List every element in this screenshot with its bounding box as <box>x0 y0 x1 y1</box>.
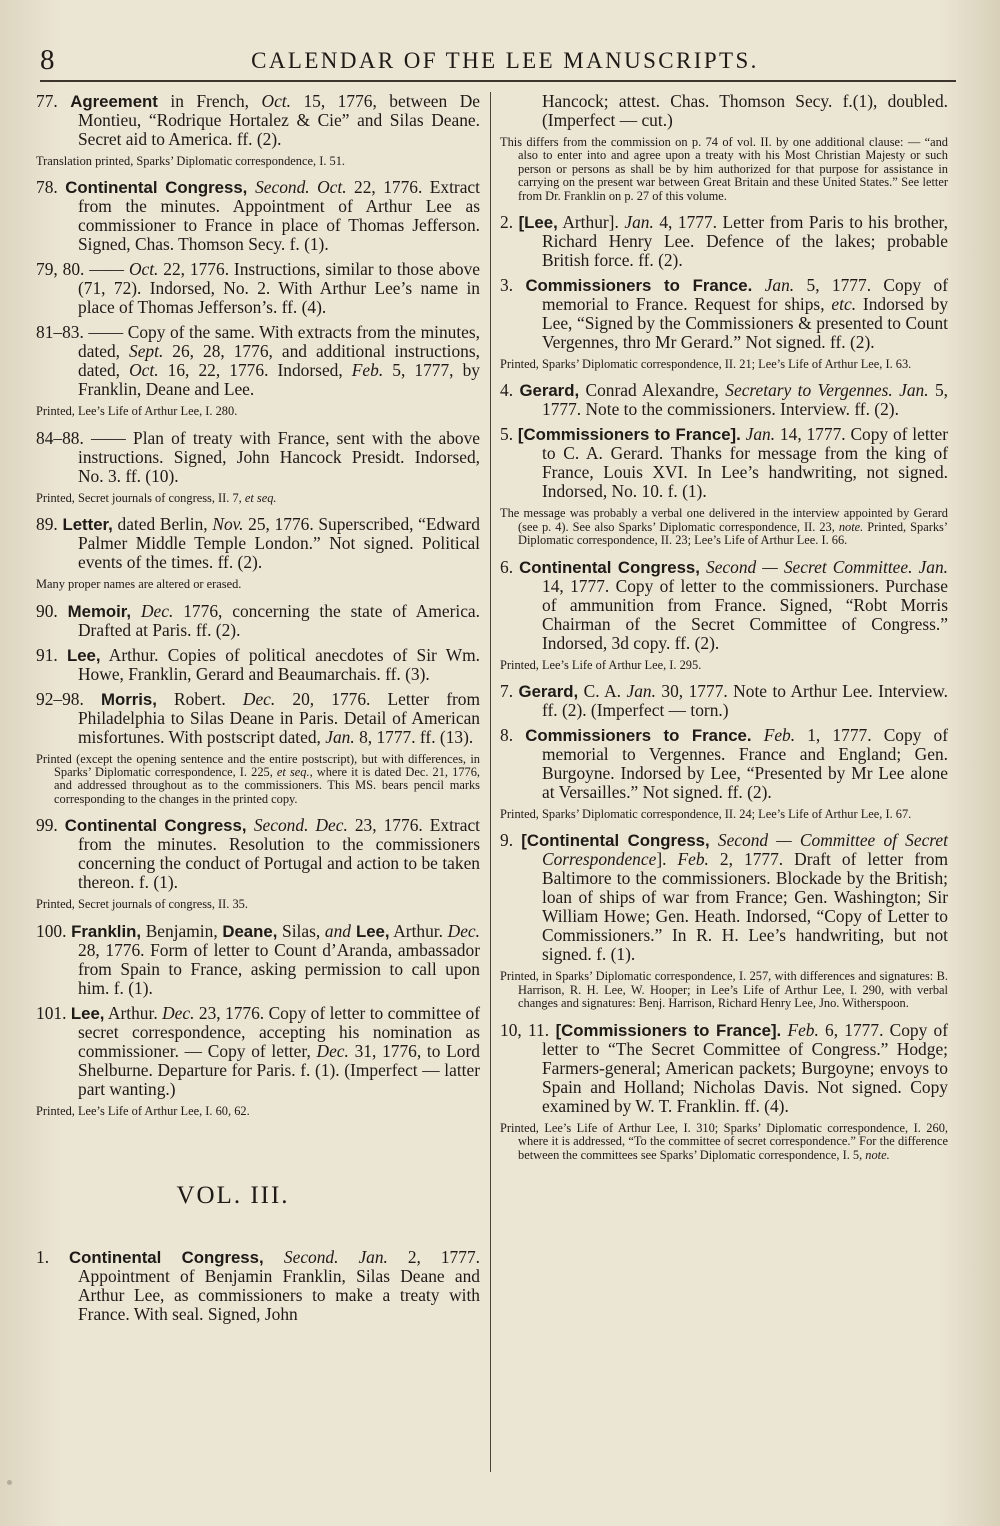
entry-9: 9. [Continental Congress, Second — Committee of Secret Correspondence]. Feb. 2, 1777. Draft of letter from Baltimore to the commissioners. Blockade by the British; loan of ships of war from France; Gen. Washington; Sir William Howe; Gen. Heath. Indorsed, “Copy of Letter to Commissioners.” In R. H. Lee’s handwriting, but not signed. f. (1). <box>500 830 948 965</box>
running-header <box>40 44 956 80</box>
entry-84-88: 84–88. —— Plan of treaty with France, sent with the above instructions. Signed, John Hancock Presidt. Indorsed, No. 3. ff. (10). <box>36 427 480 486</box>
note-9: Printed, in Sparks’ Diplomatic correspondence, I. 257, with differences and signatures: B. Harrison, R. H. Lee, W. Hooper; in Lee’s Life of Arthur Lee, I. 290, with verbal changes and signatures: Benj. Harrison, Richard Henry Lee, Jno. Witherspoon. <box>500 969 948 1011</box>
entry-5: 5. [Commissioners to France]. Jan. 14, 1777. Copy of letter to C. A. Gerard. Thanks for message from the king of France, Louis XVI. In Lee’s handwriting, not signed. Indorsed, No. 10. f. (1). <box>500 424 948 502</box>
note-8: Printed, Sparks’ Diplomatic correspondence, II. 24; Lee’s Life of Arthur Lee, I. 67. <box>500 807 912 822</box>
entry-91: 91. Lee, Arthur. Copies of political anecdotes of Sir Wm. Howe, Franklin, Gerard and Beaumarchais. ff. (3). <box>36 644 480 684</box>
entry-99: 99. Continental Congress, Second. Dec. 23, 1776. Extract from the minutes. Resolution to the commissioners concerning the conduct of Portugal and action to be taken thereon. f. (1). <box>36 815 480 893</box>
entry-81-83: 81–83. —— Copy of the same. With extracts from the minutes, dated, Sept. 26, 28, 1776, and additional instructions, dated, Oct. 16, 22, 1776. Indorsed, Feb. 5, 1777, by Franklin, Deane and Lee. <box>36 322 481 400</box>
right-column <box>500 92 948 1172</box>
entry-92-98: 92–98. Morris, Robert. Dec. 20, 1776. Letter from Philadelphia to Silas Deane in Paris. Detail of American misfortunes. With postscript dated, Jan. 8, 1777. ff. (13). <box>36 688 480 747</box>
note-vol3-1: This differs from the commission on p. 74 of vol. II. by one additional clause: — “and also to enter into and agree upon a treaty with his Most Christian Majesty or such person or persons as shall be by him authorized for that purpose for assistance in carrying on the present war between Great Britain and these United States.” See letter from Dr. Franklin on p. 27 of this volume. <box>500 135 948 203</box>
column-divider <box>490 92 491 1472</box>
entry-78: 78. Continental Congress, Second. Oct. 22, 1776. Extract from the minutes. Appointment of Arthur Lee as commissioner to France in place of Thomas Jefferson. Signed, Chas. Thomson Secy. f. (1). <box>36 177 480 255</box>
entry-3: 3. Commissioners to France. Jan. 5, 1777. Copy of memorial to France. Request for ships, etc. Indorsed by Lee, “Signed by the Commissioners & presented to Count Vergennes, thro Mr Gerard.” Not signed. ff. (2). <box>500 275 949 353</box>
entry-101: 101. Lee, Arthur. Dec. 23, 1776. Copy of letter to committee of secret correspondence, accepting his nomination as commissioner. — Copy of letter, Dec. 31, 1776, to Lord Shelburne. Departure for Paris. f. (1). (Imperfect — latter part wanting.) <box>36 1002 480 1099</box>
entry-79-80: 79, 80. —— Oct. 22, 1776. Instructions, similar to those above (71, 72). Indorsed, No. 2. With Arthur Lee’s name in place of Thomas Jefferson’s. ff. (4). <box>36 259 481 318</box>
note-6: Printed, Lee’s Life of Arthur Lee, I. 295. <box>500 657 702 672</box>
note-101: Printed, Lee’s Life of Arthur Lee, I. 60, 62. <box>36 1103 250 1118</box>
entry-100: 100. Franklin, Benjamin, Deane, Silas, and Lee, Arthur. Dec. 28, 1776. Form of letter to Count d’Aranda, ambassador from Spain to France, asking permission to call upon him. f. (1). <box>36 920 480 998</box>
entry-vol3-1: 1. Continental Congress, Second. Jan. 2, 1777. Appointment of Benjamin Franklin, Silas Deane and Arthur Lee, as commissioners to make a treaty with France. With seal. Signed, John <box>36 1247 480 1325</box>
entry-6: 6. Continental Congress, Second — Secret Committee. Jan. 14, 1777. Copy of letter to the commissioners. Purchase of ammunition from France. Signed, “Robt Morris Chairman of the Secret Committee of Congress.” Indorsed, 3d copy. ff. (2). <box>500 556 948 653</box>
entry-7: 7. Gerard, C. A. Jan. 30, 1777. Note to Arthur Lee. Interview. ff. (2). (Imperfect — torn.) <box>500 681 949 721</box>
running-title: CALENDAR OF THE LEE MANUSCRIPTS. <box>251 48 759 73</box>
note-77: Translation printed, Sparks’ Diplomatic correspondence, I. 51. <box>36 154 346 168</box>
note-84-88: Printed, Secret journals of congress, II. 7, et seq. <box>36 490 277 505</box>
page-number: 8 <box>40 44 55 76</box>
entry-vol3-1-continued: Hancock; attest. Chas. Thomson Secy. f.(1), doubled. (Imperfect — cut.) <box>542 91 948 130</box>
note-3: Printed, Sparks’ Diplomatic correspondence, II. 21; Lee’s Life of Arthur Lee, I. 63. <box>500 357 912 372</box>
volume-heading: VOL. III. <box>176 1182 290 1210</box>
entry-90: 90. Memoir, Dec. 1776, concerning the state of America. Drafted at Paris. ff. (2). <box>36 600 480 640</box>
entry-8: 8. Commissioners to France. Feb. 1, 1777. Copy of memorial to Vergennes. France and England; Gen. Burgoyne. Indorsed by Lee, “Presented by Mr Lee alone at Versailles.” Not signed. ff. (2). <box>500 725 949 803</box>
entry-77: 77. Agreement in French, Oct. 15, 1776, between De Montieu, “Rodrique Hortalez & Cie” and Silas Deane. Secret aid to America. ff. (2). <box>36 91 480 149</box>
entry-4: 4. Gerard, Conrad Alexandre, Secretary to Vergennes. Jan. 5, 1777. Note to the commissioners. Interview. ff. (2). <box>500 380 948 420</box>
entry-2: 2. [Lee, Arthur]. Jan. 4, 1777. Letter from Paris to his brother, Richard Henry Lee. Defence of the lakes; probable British force. ff. (2). <box>500 212 948 271</box>
entry-10-11: 10, 11. [Commissioners to France]. Feb. 6, 1777. Copy of letter to “The Secret Committee of Congress.” Hodge; Farmers-general; American packets; Burgoyne; envoys to Spain and Holland; Nicholas Davis. Not signed. Copy examined by W. T. Franklin. ff. (4). <box>500 1019 948 1116</box>
header-rule <box>40 80 956 82</box>
note-81-83: Printed, Lee’s Life of Arthur Lee, I. 280. <box>36 404 238 419</box>
left-column <box>36 92 480 1330</box>
entry-89: 89. Letter, dated Berlin, Nov. 25, 1776. Superscribed, “Edward Palmer Middle Temple London.” Not signed. Political events of the times. ff. (2). <box>36 514 480 573</box>
note-5: The message was probably a verbal one delivered in the interview appointed by Gerard (see p. 4). See also Sparks’ Diplomatic correspondence, II. 23, note. Printed, Sparks’ Diplomatic correspondence, II. 23; Lee’s Life of Arthur Lee. I. 66. <box>500 506 948 548</box>
note-10-11: Printed, Lee’s Life of Arthur Lee, I. 310; Sparks’ Diplomatic correspondence, I. 260, where it is addressed, “To the committee of secret correspondence.” For the difference between the committees see Sparks’ Diplomatic correspondence, I. 5, note. <box>500 1120 948 1162</box>
note-99: Printed, Secret journals of congress, II. 35. <box>36 897 248 912</box>
paper-smudge <box>7 1480 12 1485</box>
note-89: Many proper names are altered or erased. <box>36 577 242 592</box>
note-92-98: Printed (except the opening sentence and the entire postscript), but with differences, in Sparks’ Diplomatic correspondence, I. 225, et seq., where it is dated Dec. 21, 1776, and addressed throughout as to the commissioners. This MS. bears pencil marks corresponding to the changes in the printed copy. <box>36 751 481 806</box>
